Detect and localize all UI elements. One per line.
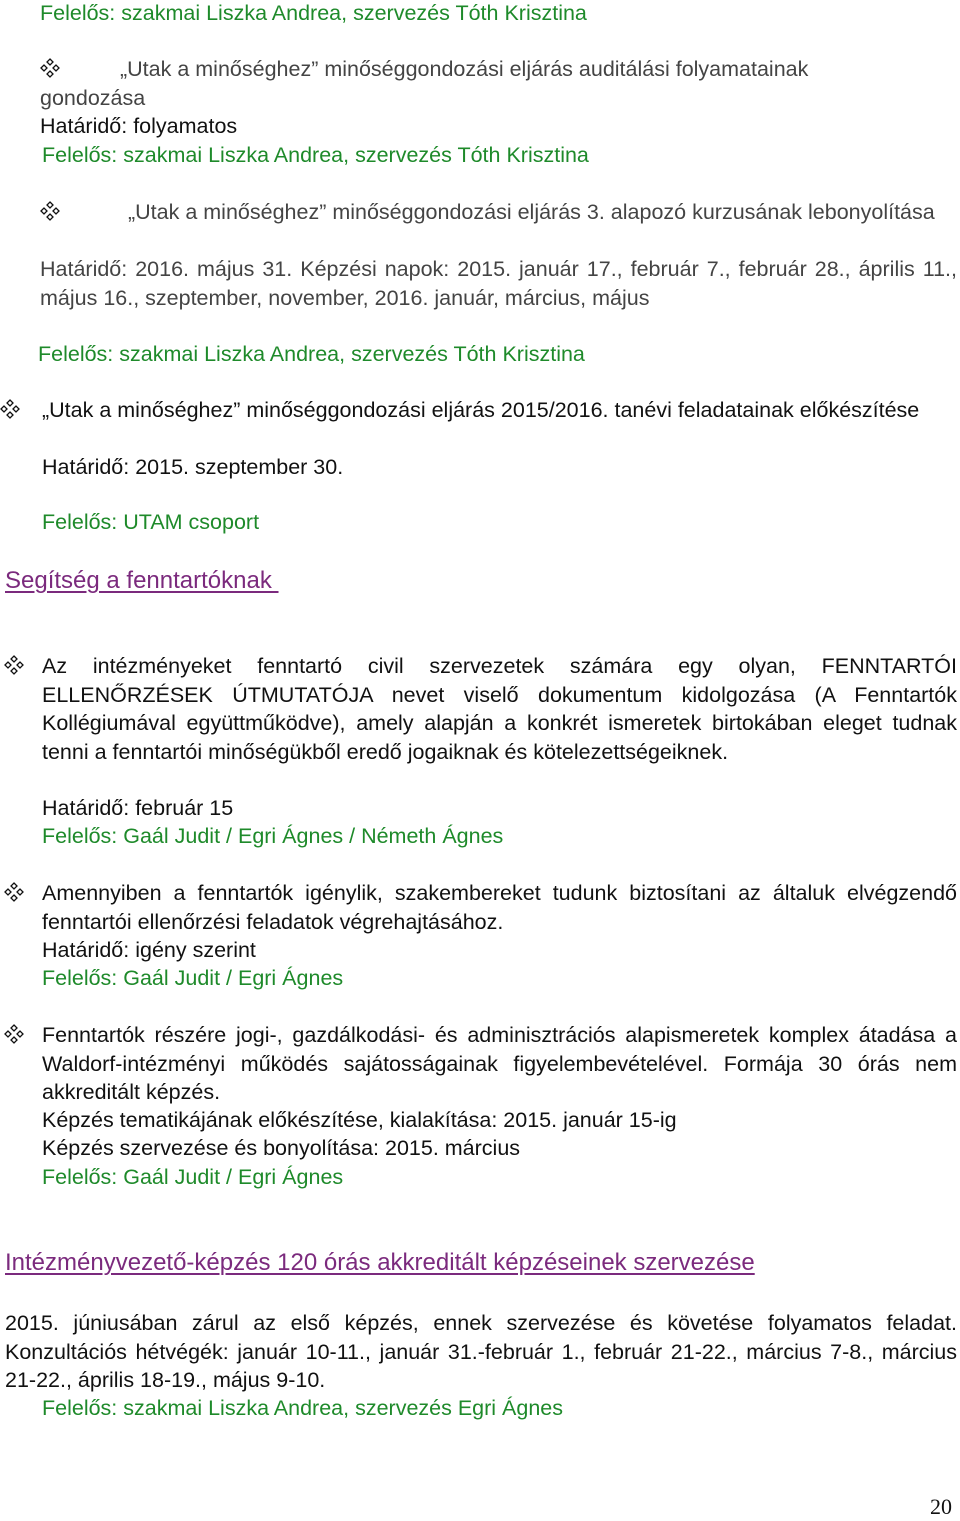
responsible-line: Felelős: Gaál Judit / Egri Ágnes: [42, 1165, 344, 1189]
section-heading: Segítség a fenntartóknak: [5, 567, 279, 594]
item-text: Fenntartók részére jogi-, gazdálkodási- és adminisztrációs alapismeretek komplex átadása a Waldorf-intézményi működés sajátosságainak figyelembevételével. Formája 30 órás nem akkreditált képzés.: [42, 1023, 957, 1104]
deadline-line: Határidő: igény szerint: [42, 938, 256, 962]
training-organization-line: Képzés szervezése és bonyolítása: 2015. március: [42, 1136, 521, 1160]
responsible-line: Felelős: Gaál Judit / Egri Ágnes / Németh Ágnes: [42, 824, 504, 848]
responsible-line: Felelős: szakmai Liszka Andrea, szervezés Tóth Krisztina: [42, 143, 589, 167]
responsible-line: Felelős: Gaál Judit / Egri Ágnes: [42, 966, 344, 990]
item-title: „Utak a minőséghez” minőséggondozási eljárás 2015/2016. tanévi feladatainak előkészítése: [42, 398, 920, 422]
diamond-star-bullet-icon: [0, 399, 22, 427]
item-title: „Utak a minőséghez” minőséggondozási eljárás auditálási folyamatainak gondozása: [40, 57, 809, 110]
diamond-star-bullet-icon: [4, 655, 26, 683]
item-text: Az intézményeket fenntartó civil szervezetek számára egy olyan, FENNTARTÓI ELLENŐRZÉSEK ÚTMUTATÓJA nevet viselő dokumentum kidolgozása (A Fenntartók Kollégiumával együttműködve), amely alapján a konkrét ismeretek birtokában eleget tudnak tenni a fenntartói minőségükből eredő jogaiknak és kötelezettségeiknek.: [42, 654, 957, 764]
page-number: 20: [930, 1494, 952, 1519]
section-heading: Intézményvezető-képzés 120 órás akkreditált képzéseinek szervezése: [5, 1249, 755, 1276]
responsible-line: Felelős: szakmai Liszka Andrea, szervezés Egri Ágnes: [42, 1396, 564, 1420]
deadline-line: Határidő: 2016. május 31. Képzési napok: 2015. január 17., február 7., február 28., április 11., május 16., szeptember, november, 2016. január, március, május: [40, 257, 957, 310]
responsible-line: Felelős: szakmai Liszka Andrea, szervezés Tóth Krisztina: [40, 1, 587, 25]
training-prep-line: Képzés tematikájának előkészítése, kialakítása: 2015. január 15-ig: [42, 1108, 677, 1132]
responsible-line: Felelős: szakmai Liszka Andrea, szervezés Tóth Krisztina: [38, 342, 585, 366]
item-title: „Utak a minőséghez” minőséggondozási eljárás 3. alapozó kurzusának lebonyolítása: [128, 200, 935, 224]
deadline-line: Határidő: folyamatos: [40, 114, 238, 138]
diamond-star-bullet-icon: [4, 882, 26, 910]
section-paragraph: 2015. júniusában zárul az első képzés, ennek szervezése és követése folyamatos feladat. Konzultációs hétvégék: január 10-11., január 31.-február 1., február 21-22., március 7-8., március 21-22., április 18-19., május 9-10.: [5, 1311, 957, 1392]
deadline-line: Határidő: február 15: [42, 796, 234, 820]
diamond-star-bullet-icon: [4, 1024, 26, 1052]
item-text: Amennyiben a fenntartók igénylik, szakembereket tudunk biztosítani az általuk elvégzendő fenntartói ellenőrzési feladatok végrehajtásához.: [42, 881, 957, 934]
deadline-line: Határidő: 2015. szeptember 30.: [42, 455, 344, 479]
responsible-line: Felelős: UTAM csoport: [42, 510, 260, 534]
